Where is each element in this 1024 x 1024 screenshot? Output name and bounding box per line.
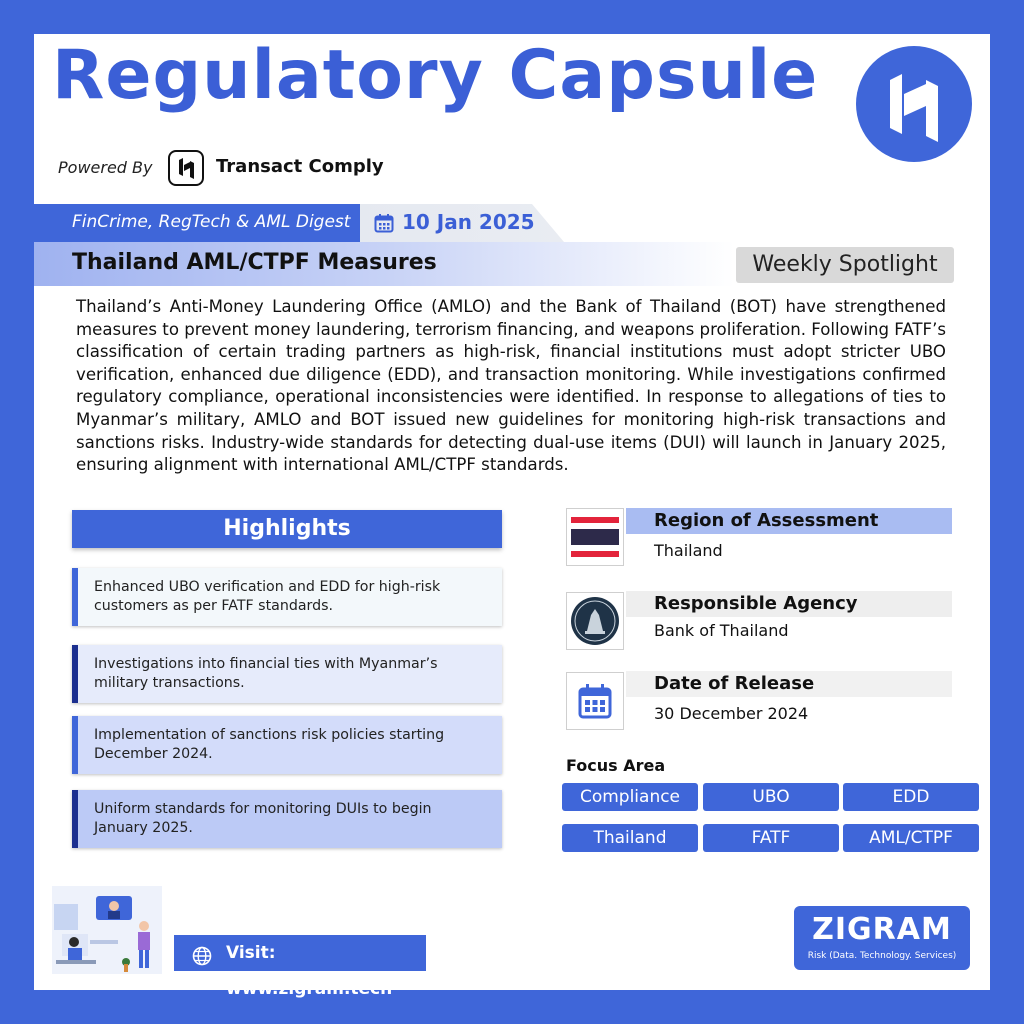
highlight-text: Investigations into financial ties with Myanmar’s military transactions. (94, 656, 438, 691)
digest-date: 10 Jan 2025 (402, 210, 535, 234)
zigram-wordmark: ZIGRAM (812, 912, 952, 947)
region-heading: Region of Assessment (626, 508, 952, 534)
calendar-icon (566, 672, 624, 730)
focus-tag: Compliance (562, 783, 698, 811)
focus-tag: EDD (843, 783, 979, 811)
transact-comply-logo (856, 46, 972, 162)
brand-name: Transact Comply (216, 156, 384, 177)
highlight-accent-bar (72, 716, 78, 774)
visit-website-link[interactable] (174, 935, 426, 999)
focus-tag: FATF (703, 824, 839, 852)
calendar-icon (374, 213, 394, 233)
highlight-item (72, 568, 502, 626)
zigram-logo (794, 906, 970, 970)
summary-paragraph: Thailand’s Anti-Money Laundering Office (AMLO) and the Bank of Thailand (BOT) have strengthened measures to prevent money laundering, terrorism financing, and weapons proliferation. Following FATF’s classification of certain trading partners as high-risk, financial institutions must adopt stricter UBO verification, enhanced due diligence (EDD), and transaction monitoring. While investigations confirmed regulatory compliance, operational inconsistencies were identified. In response to allegations of ties to Myanmar’s military, AMLO and BOT issued new guidelines for monitoring high-risk transactions and sanctions risks. Industry-wide standards for detecting dual-use items (DUI) will launch in January 2025, ensuring alignment with international AML/CTPF standards. (76, 297, 946, 475)
highlight-text: Enhanced UBO verification and EDD for high-risk customers as per FATF standards. (94, 579, 441, 614)
highlight-item (72, 645, 502, 703)
topic-title: Thailand AML/CTPF Measures (72, 250, 437, 275)
highlights-header: Highlights (72, 510, 502, 548)
weekly-spotlight-badge: Weekly Spotlight (736, 247, 954, 283)
zigram-tagline: Risk (Data. Technology. Services) (807, 951, 957, 961)
globe-icon (192, 943, 212, 963)
region-value: Thailand (654, 541, 723, 560)
thailand-flag-icon (566, 508, 624, 566)
highlight-text: Uniform standards for monitoring DUIs to begin January 2025. (94, 801, 432, 836)
transact-comply-icon (168, 150, 204, 186)
agency-value: Bank of Thailand (654, 621, 789, 640)
release-value: 30 December 2024 (654, 704, 809, 723)
highlight-item (72, 790, 502, 848)
focus-tag: Thailand (562, 824, 698, 852)
focus-tag: AML/CTPF (843, 824, 979, 852)
visit-website-text: Visit: www.zigram.tech (226, 943, 393, 999)
highlight-item (72, 716, 502, 774)
release-heading: Date of Release (626, 671, 952, 697)
powered-by-label: Powered By (58, 158, 153, 177)
highlight-text: Implementation of sanctions risk policies starting December 2024. (94, 727, 445, 762)
highlight-accent-bar (72, 645, 78, 703)
digest-label: FinCrime, RegTech & AML Digest (72, 212, 351, 232)
highlight-accent-bar (72, 568, 78, 626)
focus-tag: UBO (703, 783, 839, 811)
highlight-accent-bar (72, 790, 78, 848)
capsule-card (34, 34, 990, 999)
page-title: Regulatory Capsule (52, 36, 819, 115)
bank-of-thailand-seal-icon (566, 592, 624, 650)
agency-heading: Responsible Agency (626, 591, 952, 617)
team-illustration (52, 886, 162, 974)
focus-area-label: Focus Area (566, 756, 666, 775)
